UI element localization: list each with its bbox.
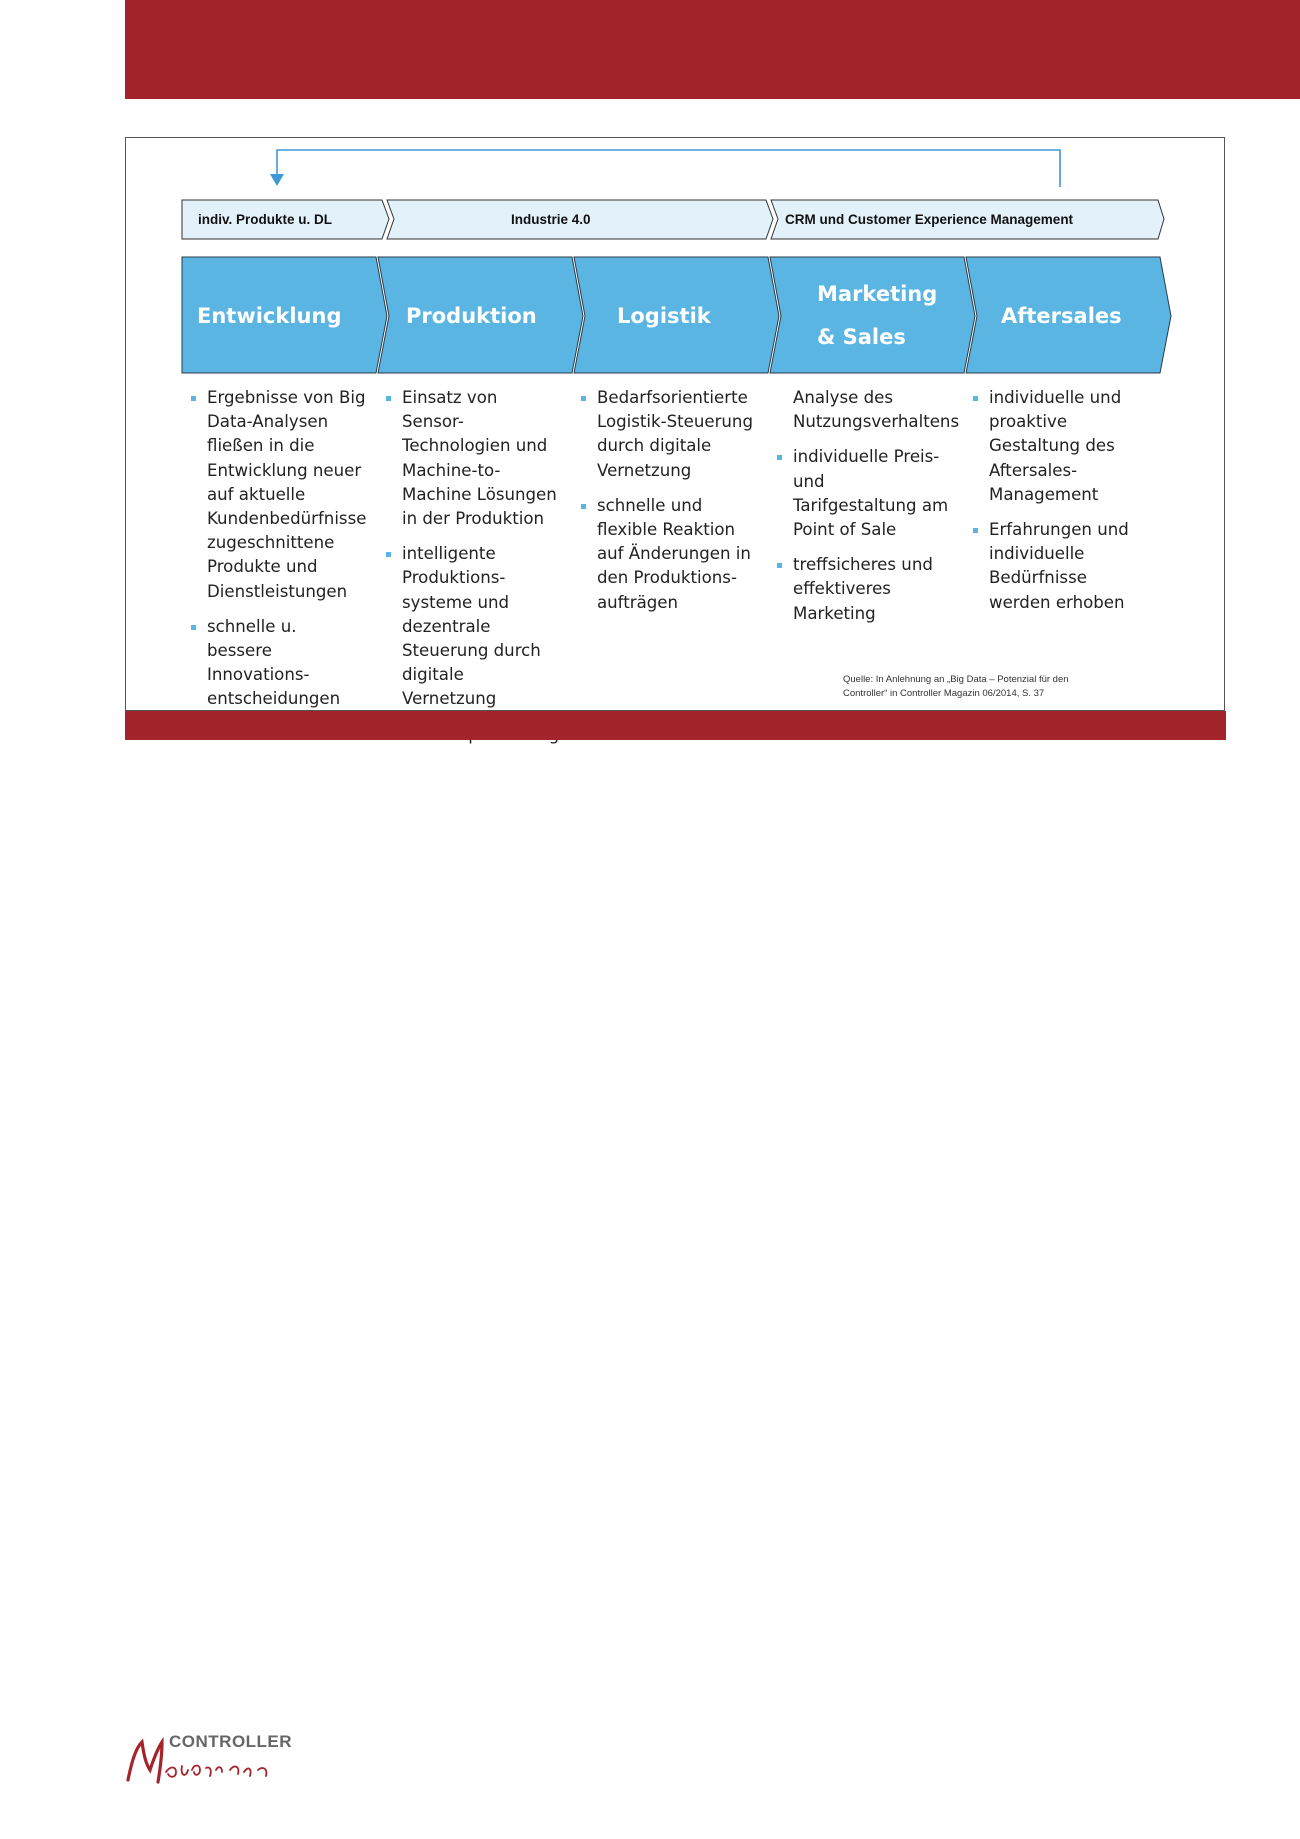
list-item-text: intelligente Produktions-systeme und dezentrale Steuerung durch digitale Vernetzung — [402, 544, 541, 709]
stage-label: Aftersales — [1001, 304, 1122, 328]
bullet-icon — [386, 396, 391, 401]
band-label: CRM und Customer Experience Management — [785, 212, 1074, 227]
bullet-icon — [581, 504, 586, 509]
list-item-text: Einsatz von Sensor-Technologien und Machine-to-Machine Lösungen in der Produktion — [402, 388, 557, 529]
stage-label: Produktion — [406, 304, 537, 328]
bullet-icon — [973, 396, 978, 401]
source-line: Quelle: In Anlehnung an „Big Data – Potenzial für den — [843, 674, 1069, 685]
list-item — [381, 542, 561, 711]
stage-label: Marketing — [817, 282, 938, 306]
bullet-icon — [386, 552, 391, 557]
bullet-icon — [581, 396, 586, 401]
list-item-text: Bedarfsorientierte Logistik-Steuerung durch digitale Vernetzung — [597, 388, 753, 480]
bullet-icon — [973, 528, 978, 533]
logo-wordmark: CONTROLLER — [169, 1732, 293, 1751]
chevron-produktion — [378, 257, 583, 373]
controller-magazin-logo — [122, 1730, 293, 1790]
chevron-marketing-sales — [770, 257, 975, 373]
chevron-logistik — [574, 257, 779, 373]
list-item — [968, 518, 1148, 615]
list-item-text: Ergebnisse von Big Data-Analysen fließen in die Entwicklung neuer auf aktuelle Kundenbedürfnisse zugeschnittene Produkte und Dienstleistungen — [207, 388, 367, 601]
list-item — [576, 494, 756, 615]
band-label: Industrie 4.0 — [511, 212, 591, 227]
list-item-text: schnelle u. bessere Innovations-entscheidungen — [207, 616, 341, 709]
chevron-aftersales — [966, 257, 1171, 373]
band-crm — [771, 200, 1164, 239]
chevron-entwicklung — [182, 257, 387, 373]
band-industrie-40 — [387, 200, 773, 239]
list-item — [576, 386, 756, 483]
band-label: indiv. Produkte u. DL — [198, 212, 333, 227]
column-logistik — [576, 386, 756, 626]
column-produktion — [381, 386, 561, 758]
column-aftersales — [968, 386, 1148, 626]
list-item — [381, 386, 561, 531]
list-item — [968, 386, 1148, 507]
bullet-icon — [191, 396, 196, 401]
bullet-icon — [191, 625, 196, 630]
list-item — [186, 386, 366, 604]
stage-label: & Sales — [817, 325, 906, 349]
bullet-icon — [777, 563, 782, 568]
bullet-icon — [777, 455, 782, 460]
list-item-text: Erfahrungen und individuelle Bedürfnisse werden erhoben — [989, 520, 1129, 612]
list-item — [772, 553, 952, 626]
list-item-text: Analyse des Nutzungsverhaltens — [793, 388, 960, 432]
list-item-text: schnelle und flexible Reaktion auf Änderungen in den Produktions-aufträgen — [597, 495, 751, 612]
stage-label: Entwicklung — [197, 304, 342, 328]
column-marketing-sales — [772, 386, 960, 637]
feedback-arrow — [277, 150, 1060, 187]
source-note — [843, 673, 1143, 701]
footer-bar — [125, 711, 1226, 740]
list-item — [772, 445, 952, 542]
list-item-text: treffsicheres und effektiveres Marketing — [793, 555, 933, 623]
list-item — [186, 615, 366, 712]
list-item — [772, 386, 960, 434]
list-item-text: individuelle und proaktive Gestaltung des Aftersales-Management — [989, 388, 1122, 504]
source-line: Controller“ in Controller Magazin 06/2014, S. 37 — [843, 688, 1045, 699]
column-entwicklung — [186, 386, 366, 723]
list-item-text: individuelle Preis- und Tarifgestaltung am Point of Sale — [793, 447, 949, 540]
stage-label: Logistik — [617, 304, 711, 328]
feedback-arrowhead — [270, 174, 284, 186]
band-indiv-produkte — [182, 200, 389, 239]
